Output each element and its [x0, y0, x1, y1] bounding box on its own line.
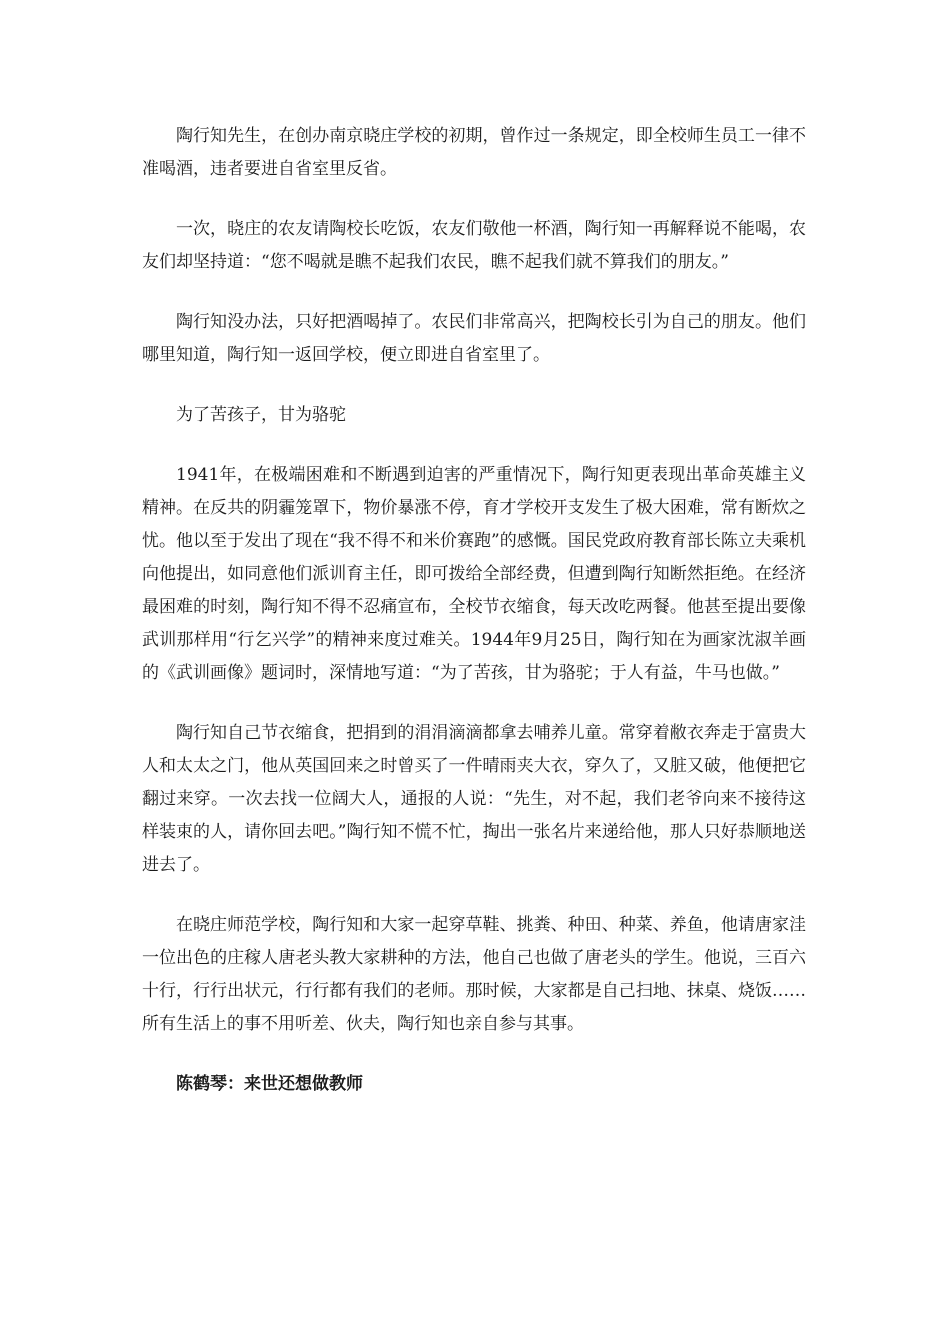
paragraph-1941: 1941年，在极端困难和不断遇到迫害的严重情况下，陶行知更表现出革命英雄主义精神。在反共的阴霾笼罩下，物价暴涨不停，育才学校开支发生了极大困难，常有断炊之忧。他以至于发出了现在“我不得不和米价赛跑”的感慨。国民党政府教育部长陈立夫乘机向他提出，如同意他们派训育主任，即可拨给全部经费，但遭到陶行知断然拒绝。在经济最困难的时刻，陶行知不得不忍痛宣布，全校节衣缩食，每天改吃两餐。他甚至提出要像武训那样用“行乞兴学”的精神来度过难关。1944年9月25日，陶行知在为画家沈淑羊画的《武训画像》题词时，深情地写道：“为了苦孩，甘为骆驼；于人有益，牛马也做。” [142, 465, 806, 683]
document-body [142, 120, 806, 1128]
paragraph-dinner: 一次，晓庄的农友请陶校长吃饭，农友们敬他一杯酒，陶行知一再解释说不能喝，农友们却坚持道：“您不喝就是瞧不起我们农民，瞧不起我们就不算我们的朋友。” [142, 219, 806, 272]
section-heading-camel: 为了苦孩子，甘为骆驼 [176, 405, 346, 425]
paragraph-xiaozhuang: 在晓庄师范学校，陶行知和大家一起穿草鞋、挑粪、种田、种菜、养鱼，他请唐家洼一位出色的庄稼人唐老头教大家耕种的方法，他自己也做了唐老头的学生。他说，三百六十行，行行出状元，行行都有我们的老师。那时候，大家都是自己扫地、抹桌、烧饭……所有生活上的事不用听差、伙夫，陶行知也亲自参与其事。 [142, 915, 806, 1034]
paragraph-reflection: 陶行知没办法，只好把酒喝掉了。农民们非常高兴，把陶校长引为自己的朋友。他们哪里知道，陶行知一返回学校，便立即进自省室里了。 [142, 312, 806, 365]
section-heading-chen-heqin: 陈鹤琴：来世还想做教师 [176, 1074, 363, 1094]
paragraph-frugal: 陶行知自己节衣缩食，把捐到的涓涓滴滴都拿去哺养儿童。常穿着敝衣奔走于富贵大人和太太之门，他从英国回来之时曾买了一件晴雨夹大衣，穿久了，又脏又破，他便把它翻过来穿。一次去找一位阔大人，通报的人说：“先生，对不起，我们老爷向来不接待这样装束的人，请你回去吧。”陶行知不慌不忙，掏出一张名片来递给他，那人只好恭顺地送进去了。 [142, 723, 806, 875]
paragraph-rule: 陶行知先生，在创办南京晓庄学校的初期，曾作过一条规定，即全校师生员工一律不准喝酒，违者要进自省室里反省。 [142, 126, 806, 179]
